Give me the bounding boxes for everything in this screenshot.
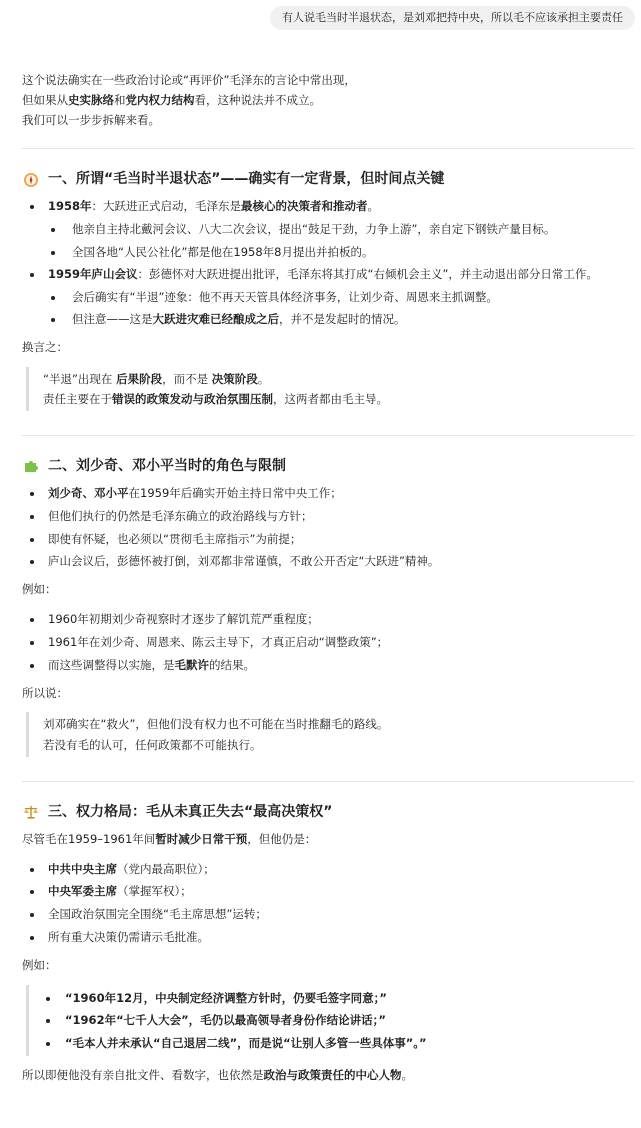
section-3-title: 三、权力格局：毛从未真正失去“最高决策权”: [48, 803, 333, 820]
list-item: 1960年初期刘少奇视察时才逐步了解饥荒严重程度；: [22, 609, 634, 631]
list-item: [22, 881, 634, 903]
bold-text: 政治与政策责任的中心人物: [263, 1068, 402, 1083]
assistant-answer: [22, 70, 634, 1110]
scales-icon: [22, 803, 40, 821]
text: 责任主要在于: [43, 391, 112, 406]
section-2: [22, 456, 634, 757]
intro-line-3: 我们可以一步步拆解来看。: [22, 113, 160, 128]
section-1-list: [22, 196, 634, 330]
bold-text: “1960年12月，中央制定经济调整方针时，仍要毛签字同意；”: [65, 990, 387, 1005]
quote-block: [26, 985, 634, 1056]
section-1-heading: [22, 169, 634, 190]
text: ：彭德怀对大跃进提出批评，毛泽东将其打成“右倾机会主义”，并主动退出部分日常工作。: [137, 267, 598, 282]
text: ，但他仍是：: [247, 831, 317, 846]
list-item: [43, 1009, 634, 1031]
section-1: [22, 169, 634, 410]
puzzle-icon: [22, 457, 40, 475]
list-item: 全国各地“人民公社化”都是他在1958年8月提出并拍板的。: [48, 241, 634, 263]
quote-line: [43, 369, 634, 389]
quote-line: [43, 389, 634, 409]
list-item: 但他们执行的仍然是毛泽东确立的政治路线与方针；: [22, 506, 634, 528]
text: 尽管毛在1959–1961年间: [22, 831, 156, 846]
section-2-heading: [22, 456, 634, 477]
text: 和: [114, 93, 126, 108]
list-item: 即使有怀疑，也必须以“贯彻毛主席指示”为前提；: [22, 529, 634, 551]
text: “半退”出现在: [43, 371, 117, 386]
quote-line: 若没有毛的认可，任何政策都不可能执行。: [43, 737, 262, 752]
section-3-list: [22, 859, 634, 949]
section-2-title: 二、刘少奇、邓小平当时的角色与限制: [48, 457, 286, 474]
text: 但注意——这是: [72, 312, 153, 327]
bold-text: 中共中央主席: [48, 861, 117, 876]
text: ，并不是发起时的情况。: [279, 312, 406, 327]
quote-block: [26, 367, 634, 411]
bold-text: 大跃进灾难已经酿成之后: [152, 312, 279, 327]
conclusion: [22, 1066, 634, 1086]
bold-text: 错误的政策发动与政治氛围压制: [112, 391, 273, 406]
bold-text: 刘少奇、邓小平: [48, 485, 129, 500]
text: 。: [257, 371, 270, 386]
paragraph: 所以说：: [22, 685, 68, 700]
bold-text: 后果阶段: [116, 371, 163, 386]
list-item: 会后确实有“半退”迹象：他不再天天管具体经济事务，让刘少奇、周恩来主抓调整。: [48, 286, 634, 308]
user-message-bubble: [270, 6, 635, 30]
intro-line-2: [22, 90, 634, 110]
text: 。: [401, 1068, 413, 1083]
text: 在1959年后确实开始主持日常中央工作；: [128, 485, 342, 500]
intro: [22, 70, 634, 130]
bold-text: 1958年: [48, 199, 92, 214]
paragraph: 例如：: [22, 582, 57, 597]
list-item: [22, 196, 634, 263]
sub-list: [48, 286, 634, 331]
text: 所以即便他没有亲自批文件、看数字，也依然是: [22, 1068, 264, 1083]
list-item: [48, 308, 634, 330]
bold-text: 最核心的决策者和推动者: [241, 199, 368, 214]
list-item: [22, 264, 634, 331]
list-item: [43, 987, 634, 1009]
text: ，而不是: [162, 371, 212, 386]
bold-text: “1962年“七千人大会”，毛仍以最高领导者身份作结论讲话；”: [65, 1013, 386, 1028]
section-2-list: [22, 483, 634, 573]
paragraph: 换言之：: [22, 339, 68, 354]
list-item: 他亲自主持北戴河会议、八大二次会议，提出“鼓足干劲，力争上游”，亲自定下钢铁产量目标。: [48, 218, 634, 240]
bold-text: 史实脉络: [68, 93, 114, 108]
text: 但如果从: [22, 93, 68, 108]
text: （党内最高职位）；: [117, 861, 215, 876]
bold-text: 中央军委主席: [48, 884, 117, 899]
paragraph: 例如：: [22, 957, 57, 972]
text: ：大跃进正式启动，毛泽东是: [91, 199, 242, 214]
list-item: 全国政治氛围完全围绕“毛主席思想”运转；: [22, 904, 634, 926]
bold-text: 党内权力结构: [125, 93, 195, 108]
section-1-title: 一、所谓“毛当时半退状态”——确实有一定背景，但时间点关键: [48, 171, 445, 188]
text: ，这两者都由毛主导。: [273, 391, 388, 406]
list-item: 1961年在刘少奇、周恩来、陈云主导下，才真正启动“调整政策”；: [22, 632, 634, 654]
bold-text: 暂时减少日常干预: [155, 831, 248, 846]
bold-text: 毛默许: [174, 657, 209, 672]
compass-icon: [22, 171, 40, 189]
text: 的结果。: [209, 657, 255, 672]
bold-text: 1959年庐山会议: [48, 267, 138, 282]
list-item: 庐山会议后，彭德怀被打倒，刘邓都非常谨慎，不敢公开否定“大跃进”精神。: [22, 551, 634, 573]
list-item: [22, 483, 634, 505]
intro-line-1: 这个说法确实在一些政治讨论或“再评价”毛泽东的言论中常出现，: [22, 73, 356, 87]
sub-list: [48, 218, 634, 263]
text: 而这些调整得以实施，是: [48, 657, 175, 672]
divider: [22, 781, 634, 782]
quote-line: 刘邓确实在“救火”，但他们没有权力也不可能在当时推翻毛的路线。: [43, 717, 389, 732]
list-item: [43, 1032, 634, 1054]
list-item: 所有重大决策仍需请示毛批准。: [22, 927, 634, 949]
divider: [22, 435, 634, 436]
text: 看，这种说法并不成立。: [194, 93, 321, 108]
paragraph: [22, 829, 634, 851]
quote-block: [26, 712, 634, 756]
section-3-heading: [22, 802, 634, 823]
user-message-text: 有人说毛当时半退状态，是刘邓把持中央，所以毛不应该承担主要责任: [282, 11, 623, 24]
section-3: [22, 802, 634, 1086]
list-item: [22, 655, 634, 677]
list-item: [22, 859, 634, 881]
bold-text: “毛本人并未承认“自己退居二线”，而是说“让别人多管一些具体事”。”: [65, 1035, 427, 1050]
example-list: [22, 609, 634, 677]
divider: [22, 148, 634, 149]
quote-list: [43, 987, 634, 1054]
text: 。: [367, 199, 380, 214]
bold-text: 决策阶段: [211, 371, 258, 386]
text: （掌握军权）；: [117, 884, 192, 899]
